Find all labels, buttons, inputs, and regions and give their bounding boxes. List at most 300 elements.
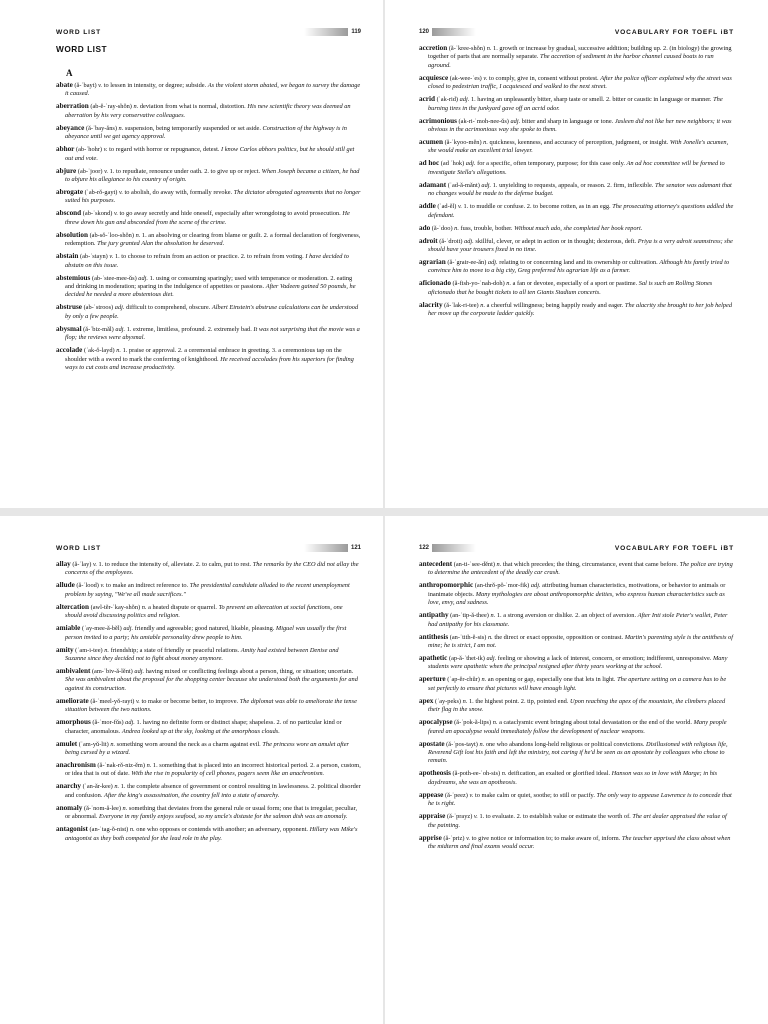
dictionary-entry (419, 138, 734, 156)
dictionary-entry (419, 258, 734, 276)
definition: 1. to evaluate. 2. to establish value or estimate the worth of. (479, 813, 631, 821)
headword: allay (56, 560, 71, 568)
example-sentence: The art dealer appraised the value of the painting. (428, 813, 727, 829)
pronunciation: (ă-ˈmor-fŭs) (92, 719, 124, 727)
headword: abysmal (56, 324, 82, 333)
dictionary-entry (419, 740, 734, 766)
page-number-bar (419, 28, 476, 36)
definition: 1. praise or approval. 2. a ceremonial embrace in greeting. 3. a ceremonious tap on the shoulder with a sword to mark the conferring of knighthood. (65, 347, 342, 363)
pronunciation: (ˈan-ăr-kee) (82, 783, 113, 791)
running-head: VOCABULARY FOR TOEFL iBT (614, 544, 734, 552)
part-of-speech: n. (490, 612, 496, 620)
pronunciation: (ă-fish-yo-ˈnah-doh) (452, 280, 505, 288)
headword: appease (419, 790, 444, 799)
pronunciation: (ap-ă-ˈthet-ik) (448, 655, 485, 663)
definition: fuss, trouble, bother. (460, 224, 513, 232)
dictionary-entry (419, 654, 734, 672)
page-right-top (385, 0, 768, 508)
part-of-speech: n. (480, 301, 486, 309)
dictionary-entry (56, 581, 361, 599)
example-sentence: The alacrity she brought to her job helped her move up the corporate ladder quickly. (428, 301, 732, 318)
dictionary-entry (419, 834, 734, 852)
part-of-speech: n. (141, 603, 147, 611)
headword: acumen (419, 138, 443, 147)
headword: allude (56, 581, 75, 590)
definition: an opening or gap, especially one that lets in light. (487, 676, 616, 684)
dictionary-entry (419, 791, 734, 809)
part-of-speech: adj. (138, 274, 148, 282)
headword: apex (419, 696, 434, 705)
part-of-speech: n. (133, 103, 139, 111)
pronunciation: (ˈam-yŭ-lit) (78, 740, 109, 748)
definition: friendly and agreeable; good natured, likable, pleasing. (134, 625, 275, 633)
dictionary-entry (56, 188, 361, 206)
part-of-speech: n. (487, 633, 493, 641)
example-sentence: After the king's assassination, the country fell into a state of anarchy. (103, 791, 280, 799)
page-right-bottom (385, 516, 768, 1024)
definition: that which precedes; the thing, circumstance, event that came before. (502, 561, 678, 568)
example-sentence: The police are trying to determine the antecedent of the deadly car crash. (428, 561, 733, 577)
dictionary-entry (56, 325, 361, 343)
part-of-speech: n. (501, 770, 507, 778)
dictionary-entry (56, 274, 361, 300)
headword: abrogate (56, 188, 84, 197)
part-of-speech: n. (492, 719, 498, 727)
headword: abate (56, 81, 73, 89)
example-sentence: The jury granted Alan the absolution he deserved. (97, 240, 225, 248)
pronunciation: (ă-ˈdoo) (431, 224, 453, 232)
example-sentence: The only way to appease Lawrence is to concede that he is right. (428, 791, 732, 808)
example-sentence: Jasleen did not like her new neighbors; it was obvious in the acrimonious way she spoke to them. (428, 117, 732, 134)
running-head: WORD LIST (56, 28, 102, 36)
pronunciation: (ak-wee-ˈes) (449, 74, 482, 82)
headword: anarchy (56, 782, 82, 791)
part-of-speech: adj. (464, 237, 474, 245)
headword: acquiesce (419, 73, 449, 82)
headword: apostate (419, 739, 445, 748)
example-sentence: Many students were apathetic when the principal resigned after thirty years working at the school. (428, 655, 728, 671)
definition: friendship; a state of friendly or peaceful relations. (110, 646, 240, 654)
example-sentence: It was not surprising that the movie was a flop; the reviews were abysmal. (65, 325, 360, 342)
dictionary-entry (56, 167, 361, 185)
dictionary-entry (419, 611, 734, 629)
definition: something worn around the neck as a charm against evil. (116, 740, 261, 748)
example-sentence: The burning tires in the junkyard gave off an acrid odor. (428, 96, 723, 112)
definition: to give notice or information to; to make aware of, inform. (471, 834, 621, 842)
part-of-speech: v. (458, 203, 462, 211)
page-bar-gradient (304, 28, 348, 36)
section-title: WORD LIST (56, 44, 108, 54)
example-sentence: To prevent an altercation at social functions, one should avoid discussing politics and religion. (65, 603, 343, 620)
part-of-speech: n. (479, 740, 485, 748)
pronunciation: (ă-ˈprayz) (446, 813, 473, 821)
example-sentence: The senator was adamant that no changes would be made to the defense budget. (428, 181, 732, 198)
pronunciation: (ă-ˈpeez) (444, 791, 468, 799)
pronunciation: (ˈad-ă-mănt) (447, 181, 480, 189)
pronunciation: (ă-ˈpos-tayt) (446, 740, 478, 748)
headword: acrimonious (419, 116, 457, 125)
pronunciation: (ă-ˈnak-rŏ-niz-ĕm) (97, 762, 145, 770)
example-sentence: Although his family tried to convince him to move to a big city, Greg preferred his agrarian life as a farmer. (428, 259, 730, 275)
part-of-speech: n. (486, 45, 492, 52)
headword: anthropomorphic (419, 581, 474, 590)
page-number: 120 (419, 29, 430, 35)
example-sentence: Upon reaching the apex of the mountain, the climbers placed their flag in the snow. (428, 697, 726, 714)
pronunciation: (ă-poth-ee-ˈoh-sis) (452, 770, 501, 778)
part-of-speech: n. (114, 783, 120, 791)
headword: antithesis (419, 632, 449, 641)
pronunciation: (ă-ˈbayt) (74, 82, 97, 89)
part-of-speech: n. (116, 347, 121, 355)
page-number-bar (304, 544, 361, 552)
dictionary-entry (56, 252, 361, 270)
part-of-speech: v. (100, 582, 105, 590)
headword: accretion (419, 44, 448, 52)
dictionary-entry (56, 646, 361, 664)
page-number: 122 (419, 545, 430, 551)
part-of-speech: n. (110, 740, 116, 748)
headword: abstruse (56, 303, 82, 312)
definition: to abolish, do away with, formally revoke. (124, 189, 233, 197)
example-sentence: An ad hoc committee will be formed to investigate Stella's allegations. (428, 160, 725, 176)
pronunciation: (ab-ˈstayn) (79, 253, 108, 261)
headword: alacrity (419, 300, 443, 309)
dictionary-entry (419, 117, 734, 135)
headword: amulet (56, 739, 78, 748)
page-number-bar (419, 544, 476, 552)
dictionary-entry (419, 181, 734, 199)
definition: quickness, keenness, and accuracy of perception, judgment, or insight. (489, 139, 669, 147)
example-sentence: Amity had existed between Denise and Suzanne since they decided not to fight about money anymore. (65, 646, 339, 663)
definition: feeling or showing a lack of interest, concern, or emotion; indifferent, unresponsive. (497, 655, 712, 663)
page-header (419, 26, 734, 38)
dictionary-entry (56, 81, 361, 99)
example-sentence: Martin's parenting style is the antithesis of mine; he is strict, I am not. (428, 633, 733, 650)
part-of-speech: v. (466, 834, 471, 842)
part-of-speech: adj. (459, 96, 470, 104)
page-bar-gradient (432, 28, 476, 36)
example-sentence: His new scientific theory was deemed an aberration by his very conservative colleagues. (65, 103, 351, 119)
dictionary-entry (419, 224, 734, 233)
example-sentence: Hanson was so in love with Marge; in his daydreams, she was an apotheosis. (428, 770, 718, 786)
headword: addle (419, 202, 436, 211)
dictionary-entry (419, 675, 734, 693)
definition: having mixed or conflicting feelings about a person, thing, or situation; uncertain. (145, 668, 354, 676)
dictionary-entry (419, 581, 734, 607)
part-of-speech: v. (118, 189, 123, 197)
page-number-bar (304, 28, 361, 36)
example-sentence: The diplomat was able to ameliorate the tense situation between the two nations. (65, 697, 357, 714)
definition: a cataclysmic event bringing about total devastation or the end of the world. (499, 719, 692, 727)
example-sentence: I know Carlos abhors politics, but he should still get out and vote. (65, 146, 355, 162)
pronunciation: (ab-ˈskond) (82, 210, 113, 218)
example-sentence: The remarks by the CEO did not allay the concerns of the employees. (65, 561, 359, 577)
pronunciation: (ă-ˈkree-shŏn) (448, 45, 486, 52)
pronunciation: (ă-ˈbiz-măl) (83, 325, 114, 333)
definition: to lessen in intensity, or degree; subside. (103, 82, 207, 89)
page-bar-gradient (432, 544, 476, 552)
headword: antipathy (419, 611, 449, 620)
definition: attributing human characteristics, motivations, or behavior to animals or inanimate objects. (428, 582, 726, 598)
page-bar-gradient (304, 544, 348, 552)
part-of-speech: n. (481, 676, 487, 684)
definition: a heated dispute or quarrel. (148, 603, 217, 611)
headword: absolution (56, 230, 88, 239)
dictionary-entry (419, 769, 734, 787)
pronunciation: (ă-ˈbay-ăns) (85, 124, 117, 132)
dictionary-entry (56, 697, 361, 715)
example-sentence: The princess wore an amulet after being cursed by a wizard. (65, 740, 350, 757)
pronunciation: (ad ˈhok) (440, 160, 465, 168)
example-sentence: Albert Einstein's abstruse calculations can be understood by only a few people. (65, 304, 359, 320)
dictionary-entry (56, 740, 361, 758)
dictionary-entry (419, 237, 734, 255)
headword: amity (56, 645, 74, 654)
pronunciation: (ă-ˈdroit) (439, 237, 463, 245)
entries-list (419, 44, 734, 319)
headword: altercation (56, 602, 89, 611)
definition: 1. the highest point. 2. tip, pointed end. (469, 697, 569, 705)
part-of-speech: n. (122, 804, 128, 812)
part-of-speech: v. (93, 561, 97, 568)
page-header (419, 542, 734, 554)
part-of-speech: n. (483, 139, 488, 147)
pronunciation: (ă-ˈgrair-ee-ăn) (447, 259, 487, 267)
headword: amiable (56, 624, 81, 633)
definition: 1. to muddle or confuse. 2. to become rotten, as in an egg. (463, 203, 611, 211)
part-of-speech: v. (469, 791, 474, 799)
example-sentence: After the police officer explained why the street was closed to pedestrian traffic, I acquiesced and walked to the next street. (428, 74, 732, 91)
dictionary-entry (56, 231, 361, 249)
pronunciation: (ˈad-ĕl) (437, 203, 457, 211)
part-of-speech: v. (98, 82, 103, 89)
pronunciation: (ab-ˈhohr) (75, 146, 103, 154)
pronunciation: (ˈay-mee-ă-bĕl) (81, 625, 122, 633)
example-sentence: Miguel was usually the first person invited to a party; his amiable personality drew people to him. (65, 625, 347, 641)
definition: 1. using or consuming sparingly; used with temperance or moderation. 2. eating and drinking in moderation; sparing in the indulgence of appetites or passions. (65, 274, 353, 291)
headword: anomaly (56, 803, 83, 812)
pronunciation: (an-thrŏ-pŏ-ˈmor-fik) (474, 582, 530, 590)
headword: adamant (419, 180, 447, 189)
pronunciation: (ˈak-ŏ-layd) (83, 347, 115, 355)
definition: 1. the complete absence of government or control resulting in lawlessness. 2. political disorder and confusion. (65, 783, 361, 799)
part-of-speech: adj. (465, 160, 476, 168)
definition: 1. growth or increase by gradual, successive addition; building up. 2. (in biology) the growing together of parts that are normally separate. (428, 45, 732, 61)
part-of-speech: adj. (530, 582, 541, 590)
dictionary-entry (56, 761, 361, 779)
definition: for a specific, often temporary, purpose; for this case only. (477, 160, 625, 168)
example-sentence: After Vadeem gained 50 pounds, he decided he needed a more abstemious diet. (65, 283, 356, 299)
pronunciation: (an-ti-ˈsee-dĕnt) (453, 561, 495, 568)
headword: antagonist (56, 825, 88, 834)
part-of-speech: n. (135, 231, 141, 239)
dictionary-entry (56, 209, 361, 227)
definition: 1. extreme, limitless, profound. 2. extremely bad. (126, 325, 252, 333)
part-of-speech: adj. (134, 668, 145, 676)
example-sentence: Priya is a very adroit seamstress; she should have your trousers fixed in no time. (428, 237, 733, 254)
pronunciation: (an-ˈtag-ŏ-nist) (89, 826, 129, 834)
example-sentence: When Joseph became a citizen, he had to abjure his allegiance to his country of origin. (65, 167, 360, 184)
part-of-speech: adj. (487, 259, 498, 267)
dictionary-entry (419, 74, 734, 92)
dictionary-entry (419, 95, 734, 113)
running-head: VOCABULARY FOR TOEFL iBT (614, 28, 734, 36)
page-number: 121 (350, 545, 361, 551)
dictionary-entry (56, 346, 361, 372)
dictionary-entry (56, 303, 361, 321)
example-sentence: Without much ado, she completed her book report. (514, 224, 643, 232)
part-of-speech: adj. (114, 304, 125, 312)
example-sentence: Everyone in my family enjoys seafood, so my uncle's distaste for the salmon dish was an anomaly. (99, 813, 348, 821)
pronunciation: (ab-sŏ-ˈloo-shŏn) (89, 231, 134, 239)
dictionary-entry (419, 159, 734, 177)
part-of-speech: n. (506, 280, 512, 288)
pronunciation: (ˈab-rŏ-gayt) (84, 189, 118, 197)
definition: skillful, clever, or adept in action or in thought; dexterous, deft. (475, 237, 637, 245)
definition: 1. something that is placed into an incorrect historical period. 2. a person, custom, or idea that is out of date. (65, 762, 361, 778)
dictionary-entry (56, 667, 361, 693)
part-of-speech: adj. (125, 719, 135, 727)
headword: abjure (56, 166, 77, 175)
definition: 1. having an unpleasantly bitter, sharp taste or smell. 2. bitter or caustic in language or manner. (470, 96, 712, 104)
dictionary-entry (56, 102, 361, 120)
definition: deification, an exalted or glorified ideal. (508, 770, 611, 778)
headword: antecedent (419, 560, 453, 568)
headword: ado (419, 223, 431, 232)
example-sentence: Construction of the highway is in abeyance until we get agency approval. (65, 124, 347, 141)
headword: apathetic (419, 654, 448, 663)
example-sentence: As the violent storm abated, we began to survey the damage it caused. (65, 82, 361, 98)
part-of-speech: v. (109, 253, 114, 261)
pronunciation: (ă-ˈlay) (72, 561, 92, 568)
definition: 1. a strong aversion or dislike. 2. an object of aversion. (496, 612, 637, 620)
headword: adroit (419, 236, 438, 245)
part-of-speech: adj. (123, 625, 134, 633)
example-sentence: Andrea looked up at the sky, looking at the amorphous clouds. (121, 727, 280, 735)
pronunciation: (ab-ˈstroos) (83, 304, 114, 312)
definition: 1. to reduce the intensity of, alleviate. 2. to calm, put to rest. (98, 561, 252, 568)
pronunciation: (ˈak-rid) (436, 96, 459, 104)
dictionary-entry (56, 145, 361, 163)
pronunciation: (ˈam-i-tee) (75, 646, 103, 654)
headword: appraise (419, 812, 446, 821)
definition: relating to or concerning land and its ownership or cultivation. (499, 259, 658, 267)
dictionary-entry (56, 825, 361, 843)
part-of-speech: v. (473, 813, 478, 821)
part-of-speech: adj. (486, 655, 497, 663)
part-of-speech: v. (113, 210, 118, 218)
part-of-speech: adj. (481, 181, 492, 189)
part-of-speech: adj. (115, 325, 126, 333)
example-sentence: The accretion of sediment in the harbor channel caused boats to run aground. (428, 53, 714, 69)
pronunciation: (ab-ˈjoor) (77, 167, 103, 175)
part-of-speech: v. (135, 697, 140, 705)
pronunciation: (ak-ri-ˈmoh-nee-ŭs) (458, 117, 509, 125)
pronunciation: (ă-ˈnom-ă-lee) (83, 804, 121, 812)
headword: apprise (419, 833, 442, 842)
dictionary-entry (419, 44, 734, 70)
example-sentence: The presidential candidate alluded to the recent unemployment problem by saying, "We've all made sacrifices." (65, 582, 350, 598)
example-sentence: I have decided to abstain on this issue. (65, 253, 349, 269)
page-header (56, 26, 361, 38)
definition: one who opposes or contends with another; an adversary, opponent. (136, 826, 308, 834)
dictionary-entry (56, 124, 361, 142)
pronunciation: (an-ˈtip-ă-thee) (450, 612, 489, 620)
page-left-bottom (0, 516, 383, 1024)
example-sentence: Disillusioned with religious life, Reverend Gift lost his faith and left the ministry, not caring if he'd be seen as an apostate by colleagues who chose to remain. (428, 740, 728, 765)
dictionary-entry (419, 202, 734, 220)
headword: ameliorate (56, 696, 89, 705)
headword: abstain (56, 252, 79, 261)
example-sentence: With Jonelle's acumen, she would make an excellent trial lawyer. (428, 139, 729, 155)
definition: to make an indirect reference to. (106, 582, 189, 590)
example-sentence: Sal is such an Rolling Stones aficionado that he bought tickets to all ten Giants Stadium concerts. (428, 280, 713, 296)
running-head: WORD LIST (56, 544, 102, 552)
dictionary-entry (419, 633, 734, 651)
headword: apotheosis (419, 769, 451, 778)
page-header (56, 542, 361, 554)
page-number: 119 (351, 29, 361, 35)
entries-list (56, 81, 361, 373)
definition: bitter and sharp in language or tone. (521, 117, 614, 125)
headword: abstemious (56, 273, 91, 282)
dictionary-entry (56, 603, 361, 621)
dictionary-entry (419, 697, 734, 715)
part-of-speech: v. (103, 146, 108, 154)
dictionary-entry (56, 560, 361, 578)
definition: 1. having no definite form or distinct shape; shapeless. 2. of no particular kind or character, anomalous. (65, 719, 342, 735)
headword: abeyance (56, 123, 85, 132)
pronunciation: (ab-ˈstee-mee-ŭs) (91, 274, 137, 282)
entries-list (56, 560, 361, 843)
definition: difficult to comprehend, obscure. (126, 304, 211, 312)
example-sentence: Many people feared an apocalypse would immediately follow the development of nuclear weapons. (428, 719, 727, 735)
headword: ambivalent (56, 667, 91, 676)
dictionary-entry (419, 812, 734, 830)
definition: to make calm or quiet, soothe; to still or pacify. (474, 791, 595, 799)
dictionary-entry (56, 782, 361, 800)
definition: deviation from what is normal, distortion. (139, 103, 246, 111)
headword: aperture (419, 675, 446, 684)
definition: a cheerful willingness; being happily ready and eager. (486, 301, 624, 309)
page-left-top (0, 0, 383, 508)
headword: aficionado (419, 279, 451, 288)
dictionary-entry (419, 718, 734, 736)
dictionary-entry (419, 279, 734, 297)
dictionary-entry (419, 301, 734, 319)
example-sentence: He received accolades from his superiors for finding ways to cut costs and increase productivity. (65, 355, 354, 372)
headword: aberration (56, 102, 89, 111)
headword: accolade (56, 346, 83, 355)
pronunciation: (ˈap-ĕr-chŭr) (447, 676, 480, 684)
entries-list (419, 560, 734, 852)
letter-heading: A (66, 68, 73, 78)
pronunciation: (ă-ˈlood) (76, 582, 99, 590)
example-sentence: After Inti stole Peter's wallet, Peter had antipathy for his classmate. (428, 612, 728, 628)
pronunciation: (ă-ˈmeel-yŏ-rayt) (90, 697, 135, 705)
example-sentence: The teacher apprised the class about when the midterm and final exams would occur. (428, 834, 731, 851)
part-of-speech: v. (483, 74, 488, 82)
dictionary-entry (56, 624, 361, 642)
definition: to make or become better, to improve. (141, 697, 239, 705)
headword: agrarian (419, 258, 446, 267)
pronunciation: (ă-ˈkyoo-mĕn) (444, 139, 482, 147)
part-of-speech: n. (104, 646, 110, 654)
definition: suspension, being temporarily suspended or set aside. (124, 124, 261, 132)
definition: the direct or exact opposite, opposition or contrast. (494, 633, 624, 641)
headword: anachronism (56, 761, 96, 770)
example-sentence: The dictator abrogated agreements that no longer suited his purposes. (65, 189, 361, 205)
